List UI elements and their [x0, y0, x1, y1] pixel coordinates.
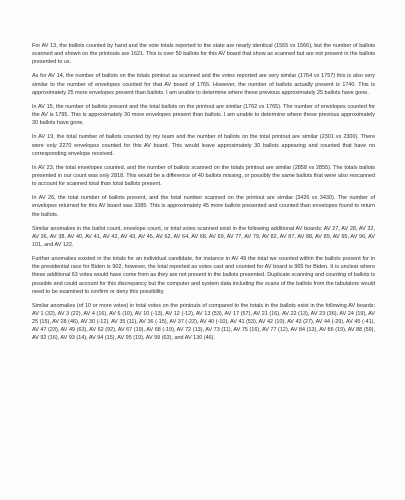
paragraph-candidate-anomalies: Further anomalies existed in the totals for an individual candidate, for instance in AV 49 the total we counted within the ballots present for in the presidential race for Biden is 902, however, the total reported as votes cast and counted for AV board is 965 for Biden. It is unclear where these additional 63 votes would have come from as they are not present in the ballots presented. Duplicate scanning and counting of ballots is possible and could account for this discrepancy but the computer and system data including the scans of the ballots from the tabulators would need to be examined to confirm or deny this possibility.	[32, 256, 375, 295]
paragraph-av13: For AV 13, the ballots counted by hand and the vote totals reported to the state are nearly identical (1565 vs 1566), but the number of ballots scanned and shown on the printouts are 1621. This is over 50 ballots for this AV board that show as scanned but are not present in the ballots presented to us.	[32, 43, 375, 66]
paragraph-av23: In AV 23, the total envelopes counted, and the number of ballots scanned on the totals printout are similar (2858 vs 2855). The totals ballots presented in our count was only 2818. This would be a difference of 40 ballots missing, or possibly the same ballots that were also rescanned to account for scanned total than total ballots present.	[32, 164, 375, 188]
paragraph-av14: As for AV 14, the number of ballots on the totals printout as scanned and the votes reported are very similar (1764 vs 1757) this is also very similar to the number of envelopes counted for that AV board of 1765. However, the number of ballots actually present is 1740. This is approximately 25 more envelopes present than ballots. I am unable to determine where these previous approximately 25 ballots have gone.	[32, 73, 375, 96]
paragraph-vote-anomalies-list: Similar anomalies (of 10 or more votes) in total votes on the printouts of compared to the totals in the ballots exist in the following AV boards: AV 1 (32), AV 3 (22), AV 4 (16), AV 6 (10), AV 10 (-13), AV 12 (-12), AV 13 (53), AV 17 (57), AV 21 (16), AV 22 (13), AV 23 (36), AV 24 (19), AV 25 (15), AV 28 (46), AV 30 (-12), AV 35 (11), AV 36 (-15), AV 37 (-22), AV 40 (-10), AV 41 (53), AV 42 (10), AV 43 (27), AV 44 (-29), AV 45 (-41), AV 47 (23), AV 49 (63), AV 62 (92), AV 67 (19), AV 68 (-19), AV 72 (13), AV 73 (11), AV 75 (16), AV 77 (12), AV 84 (13), AV 86 (19), AV 88 (59), AV 92 (16), AV 93 (14), AV 94 (15), AV 95 (19), AV 99 (63), and AV 130 (46).	[32, 302, 375, 342]
paragraph-av26: In AV 26, the total number of ballots present, and the total number scanned on the printout are similar (3426 vs 3430). The number of envelopes returned for this AV board was 3385. This is approximately 45 more ballots presented and counted than envelopes found to return the ballots.	[32, 195, 375, 218]
paragraph-additional-boards: Similar anomalies in the ballot count, envelope count, or total votes scanned exist in the following additional AV boards: AV 27, AV 28, AV 32, AV 36, AV 38, AV 40, AV 41, AV 42, AV 43, AV 45, AV 62, AV 64, AV 68, AV 69, AV 77, AV 79, AV 82, AV 87, AV 88, AV 89, AV 95, AV 96, AV 101, and AV 122.	[32, 225, 375, 248]
paragraph-av15: In AV 15, the number of ballots present and the total ballots on the printout are similar (1762 vs 1765). The number of envelopes counted for the AV is 1795. This is approximately 30 more envelopes present than ballots. I am unable to determine where these previous approximately 30 ballots have gone.	[32, 103, 375, 127]
paragraph-av19: In AV 19, the total number of ballots counted by my team and the number of ballots on the total printout are similar (2301 vs 2300). There were only 2270 envelopes counted for this AV board. This would leave approximately 30 ballots appearing and counted that have no corresponding envelope received.	[32, 134, 375, 157]
